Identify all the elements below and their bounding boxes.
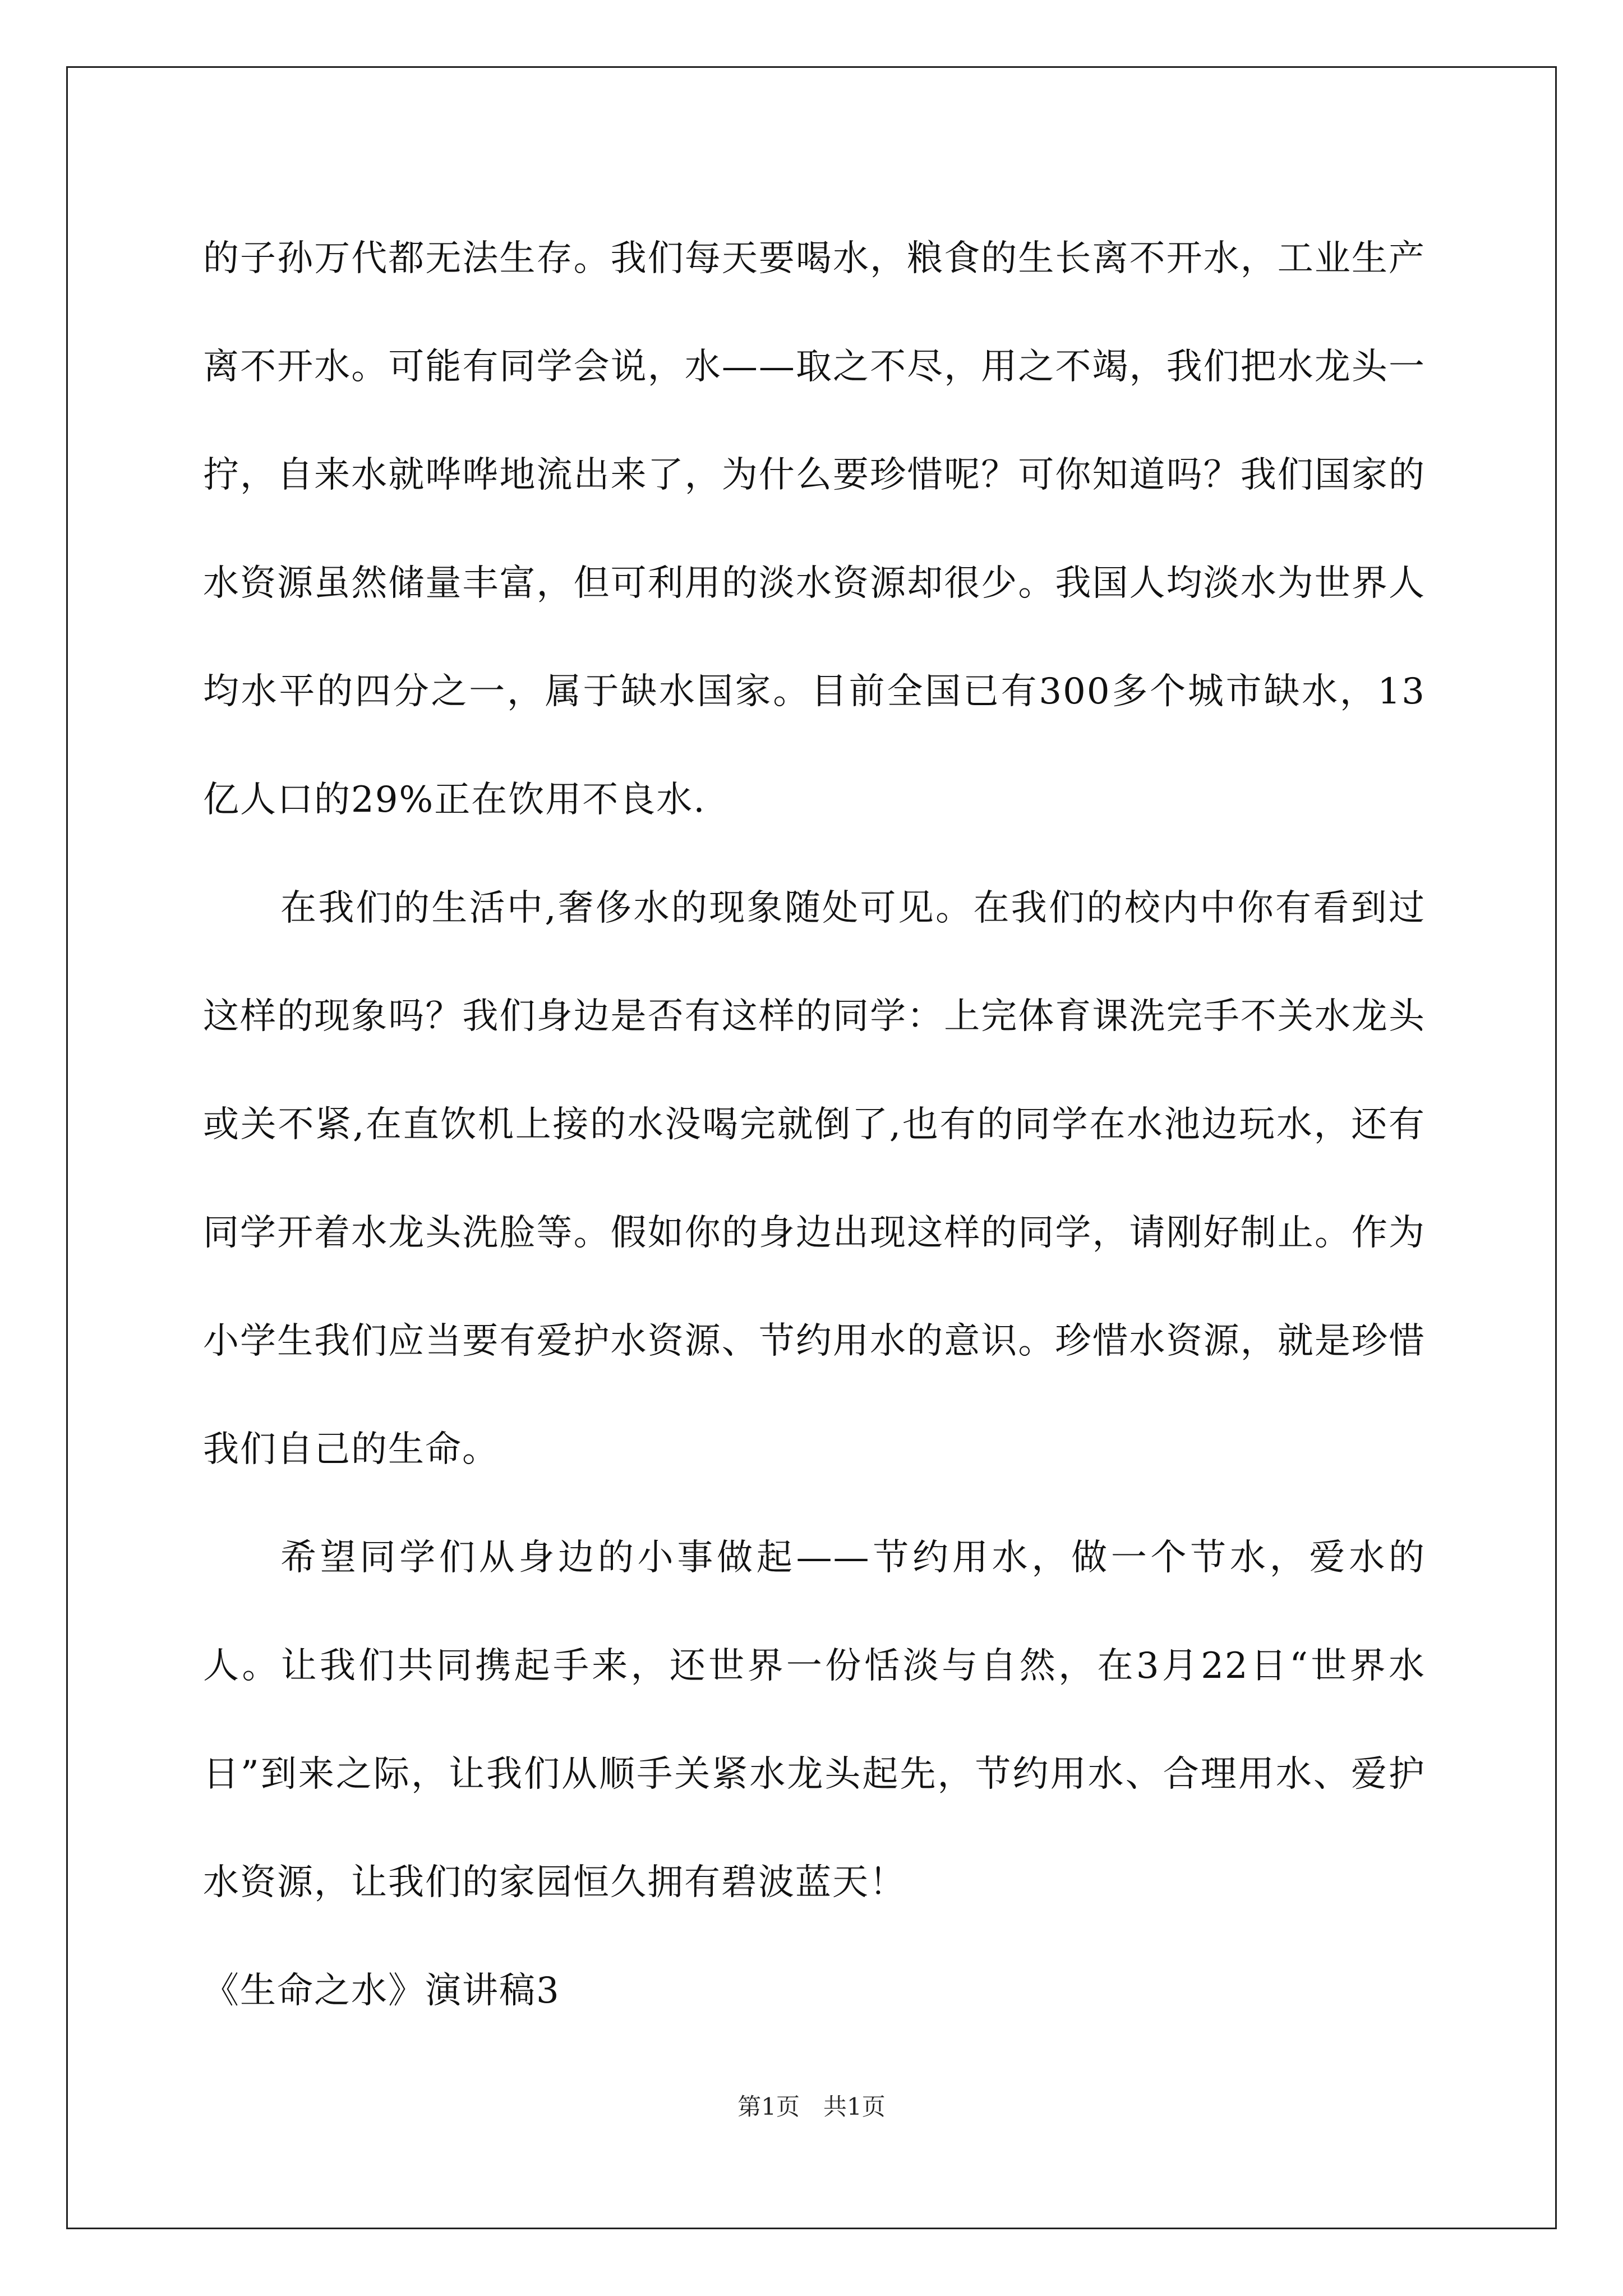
page-number-footer: 第1页 共1页 (737, 2093, 886, 2120)
paragraph-water-waste: 在我们的生活中,奢侈水的现象随处可见。在我们的校内中你有看到过这样的现象吗？我们身边是否有这样的同学：上完体育课洗完手不关水龙头或关不紧,在直饮机上接的水没喝完就倒了,也有的同学在水池边玩水，还有同学开着水龙头洗脸等。假如你的身边出现这样的同学，请刚好制止。作为小学生我们应当要有爱护水资源、节约用水的意识。珍惜水资源，就是珍惜我们自己的生命。 (203, 887, 1426, 1470)
section-heading: 《生命之水》演讲稿3 (203, 1970, 560, 2012)
paragraph-call-to-action: 希望同学们从身边的小事做起——节约用水，做一个节水，爱水的人。让我们共同携起手来，还世界一份恬淡与自然，在3月22日“世界水日”到来之际，让我们从顺手关紧水龙头起先，节约用水、合理用水、爱护水资源，让我们的家园恒久拥有碧波蓝天！ (203, 1537, 1426, 1903)
document-body (203, 205, 1426, 2045)
paragraph-water-scarcity: 的子孙万代都无法生存。我们每天要喝水，粮食的生长离不开水，工业生产离不开水。可能有同学会说，水——取之不尽，用之不竭，我们把水龙头一拧，自来水就哗哗地流出来了，为什么要珍惜呢？可你知道吗？我们国家的水资源虽然储量丰富，但可利用的淡水资源却很少。我国人均淡水为世界人均水平的四分之一，属于缺水国家。目前全国已有300多个城市缺水，13亿人口的29%正在饮用不良水. (203, 238, 1426, 821)
